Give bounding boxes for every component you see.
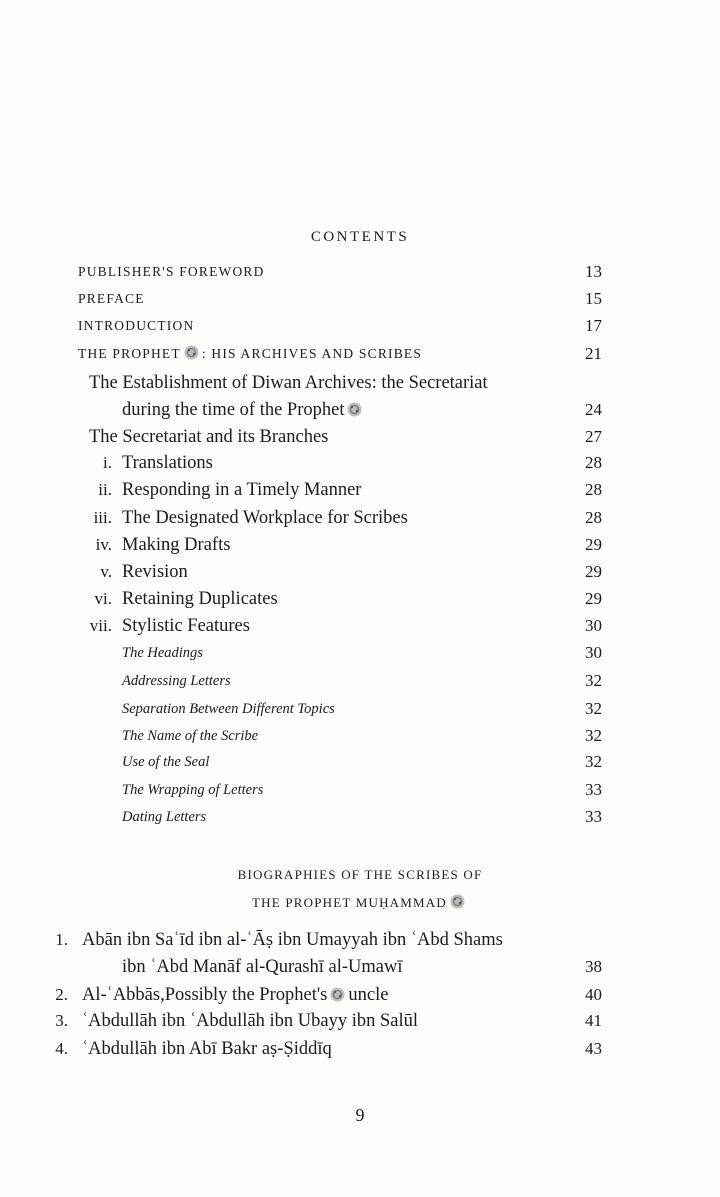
feature-label: Addressing Letters <box>122 673 231 689</box>
entry-page: 32 <box>585 699 602 718</box>
entry-page: 30 <box>585 643 602 662</box>
entry-page: 33 <box>585 780 602 799</box>
section-label-cont <box>122 397 365 423</box>
seal-icon <box>450 894 465 909</box>
scribe-name: Abān ibn Saʿīd ibn al-ʿĀṣ ibn Umayyah ibn ʿAbd Shams <box>82 930 503 950</box>
branch-entry <box>0 613 720 639</box>
branch-entry <box>0 586 720 612</box>
bio-heading-line1: BIOGRAPHIES OF THE SCRIBES OF <box>237 867 483 882</box>
scribe-name: ʿAbdullāh ibn Abī Bakr aṣ-Ṣiddīq <box>82 1039 332 1059</box>
bio-heading-text: THE PROPHET MUḤAMMAD <box>252 895 447 910</box>
feature-entry <box>0 696 720 722</box>
entry-label: PUBLISHER'S FOREWORD <box>78 264 265 279</box>
scribe-name: ʿAbdullāh ibn ʿAbdullāh ibn Ubayy ibn Salūl <box>82 1011 419 1031</box>
feature-label: Use of the Seal <box>122 754 210 770</box>
bio-heading-2 <box>0 890 720 916</box>
toc-entry <box>0 286 720 312</box>
scribe-entry-cont <box>0 954 720 980</box>
entry-page: 41 <box>585 1011 602 1030</box>
contents-title-row <box>0 224 720 250</box>
scribe-number: 1. <box>55 930 68 949</box>
entry-page: 28 <box>585 508 602 527</box>
branch-entry <box>0 532 720 558</box>
section-label: The Secretariat and its Branches <box>89 427 329 447</box>
branch-number: v. <box>100 562 112 581</box>
entry-label: PREFACE <box>78 291 145 306</box>
feature-entry <box>0 804 720 830</box>
contents-title: CONTENTS <box>310 229 410 245</box>
branch-number: vii. <box>89 616 112 635</box>
scribe-entry <box>0 927 720 953</box>
entry-page: 24 <box>585 400 602 419</box>
bio-heading-1 <box>0 862 720 888</box>
entry-page: 29 <box>585 589 602 608</box>
bio-heading-line2 <box>0 890 720 916</box>
seal-icon <box>330 987 345 1002</box>
branch-label: Translations <box>122 453 213 473</box>
entry-page: 29 <box>585 535 602 554</box>
scribe-number: 4. <box>55 1039 68 1058</box>
feature-label: The Headings <box>122 645 203 661</box>
toc-entry <box>0 313 720 339</box>
toc-entry <box>0 259 720 285</box>
entry-page: 15 <box>585 289 602 308</box>
scribe-name-a: Al-ʿAbbās,Possibly the Prophet's <box>82 985 328 1005</box>
branch-entry <box>0 505 720 531</box>
feature-label: Dating Letters <box>122 809 207 825</box>
chapter-label <box>78 341 422 367</box>
entry-page: 32 <box>585 726 602 745</box>
branch-label: Making Drafts <box>122 535 231 555</box>
feature-label: The Name of the Scribe <box>122 728 259 744</box>
scribe-name-b: uncle <box>348 985 389 1005</box>
chapter-label-a: THE PROPHET <box>78 346 181 361</box>
scribe-entry <box>0 1036 720 1062</box>
feature-entry <box>0 723 720 749</box>
entry-page: 27 <box>585 427 602 446</box>
feature-entry <box>0 777 720 803</box>
branch-label: The Designated Workplace for Scribes <box>122 508 408 528</box>
branch-label: Revision <box>122 562 188 582</box>
toc-section-cont <box>0 397 720 423</box>
branch-number: iv. <box>95 535 112 554</box>
entry-page: 43 <box>585 1039 602 1058</box>
seal-icon <box>184 345 199 360</box>
entry-page: 28 <box>585 480 602 499</box>
entry-page: 40 <box>585 985 602 1004</box>
feature-entry <box>0 640 720 666</box>
scribe-name-cont: ibn ʿAbd Manāf al-Qurashī al-Umawī <box>122 957 403 977</box>
toc-section <box>0 424 720 450</box>
branch-label: Retaining Duplicates <box>122 589 278 609</box>
scribe-number: 2. <box>55 985 68 1004</box>
branch-number: iii. <box>93 508 112 527</box>
entry-page: 32 <box>585 671 602 690</box>
entry-page: 29 <box>585 562 602 581</box>
entry-page: 33 <box>585 807 602 826</box>
scribe-number: 3. <box>55 1011 68 1030</box>
branch-entry <box>0 450 720 476</box>
branch-label: Stylistic Features <box>122 616 250 636</box>
feature-entry <box>0 668 720 694</box>
branch-number: ii. <box>98 480 112 499</box>
entry-page: 30 <box>585 616 602 635</box>
toc-section <box>0 370 720 396</box>
seal-icon <box>347 402 362 417</box>
branch-entry <box>0 477 720 503</box>
scribe-entry <box>0 1008 720 1034</box>
feature-label: Separation Between Different Topics <box>122 701 335 717</box>
section-label: The Establishment of Diwan Archives: the Secretariat <box>89 373 488 393</box>
chapter-label-b: : HIS ARCHIVES AND SCRIBES <box>201 346 423 361</box>
page-number: 9 <box>355 1105 365 1125</box>
branch-label: Responding in a Timely Manner <box>122 480 362 500</box>
entry-page: 17 <box>585 316 602 335</box>
branch-entry <box>0 559 720 585</box>
feature-entry <box>0 749 720 775</box>
branch-number: i. <box>103 453 112 472</box>
scribe-name <box>82 982 388 1008</box>
feature-label: The Wrapping of Letters <box>122 782 264 798</box>
entry-page: 21 <box>585 344 602 363</box>
entry-page: 28 <box>585 453 602 472</box>
entry-page: 38 <box>585 957 602 976</box>
entry-page: 32 <box>585 752 602 771</box>
scribe-entry <box>0 982 720 1008</box>
entry-page: 13 <box>585 262 602 281</box>
section-label-text: during the time of the Prophet <box>122 400 345 420</box>
toc-chapter <box>0 341 720 367</box>
branch-number: vi. <box>94 589 112 608</box>
page-number-row <box>0 1102 720 1128</box>
entry-label: INTRODUCTION <box>78 318 195 333</box>
